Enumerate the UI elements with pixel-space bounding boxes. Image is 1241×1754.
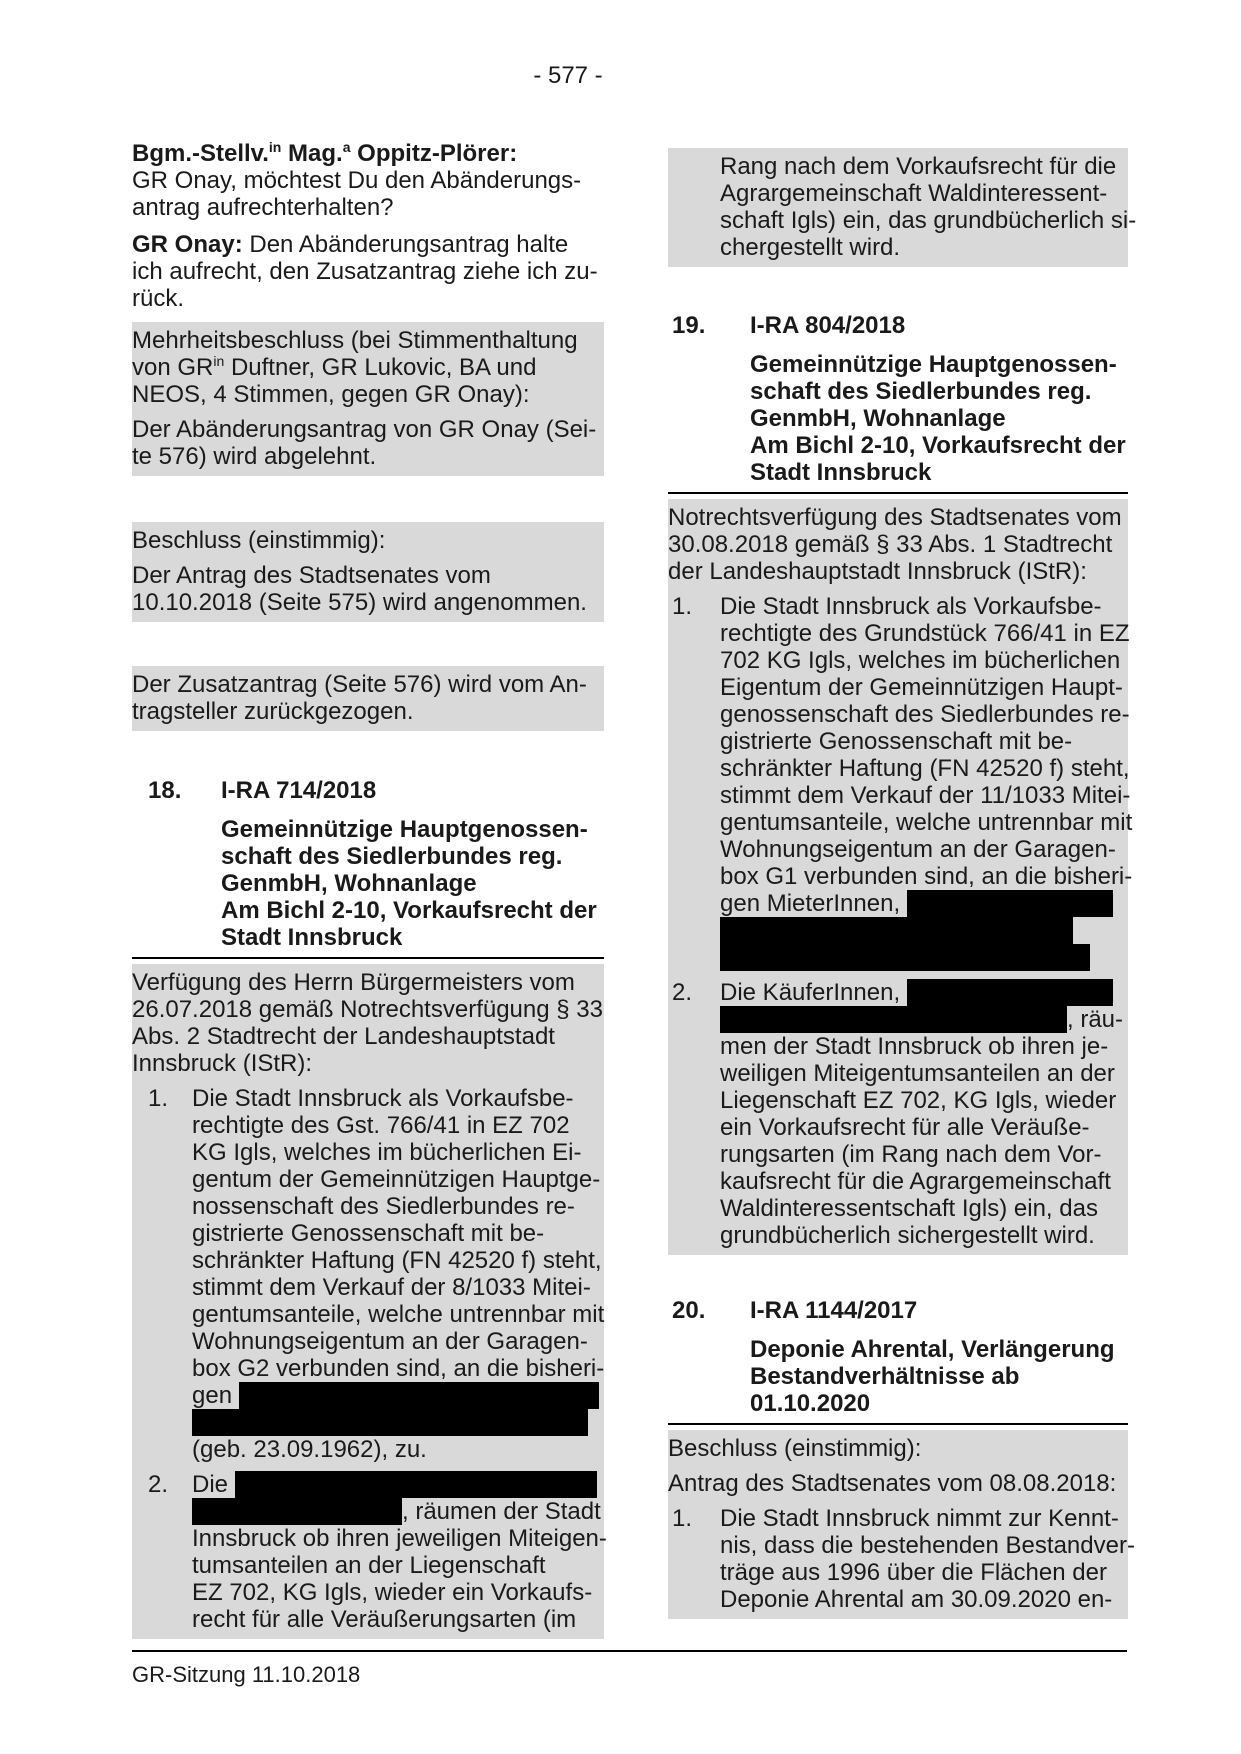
text-run: Antrag des Stadtsenates vom 08.08.2018: [668,1470,1117,1497]
text-line [132,416,604,443]
text-line [132,285,604,312]
item-number: 20. [672,1297,706,1324]
text-run: 26.07.2018 gemäß Notrechtsverfügung § 33 [132,996,603,1023]
text-run: Bgm.-Stellv. [132,140,269,167]
text-line [192,1274,604,1301]
item-number: 19. [672,312,706,339]
text-line [192,1471,604,1498]
paragraph [132,562,604,616]
text-line [132,443,604,470]
text-line: GenmbH, Wohnanlage [221,870,477,897]
text-line [720,1087,1128,1114]
text-line: Deponie Ahrental, Verlängerung [750,1336,1115,1363]
section-rule [668,1423,1128,1425]
footer-text: GR-Sitzung 11.10.2018 [132,1662,361,1687]
text-line [668,504,1128,531]
text-line: Stadt Innsbruck [750,459,932,486]
item-subject [132,816,604,951]
redaction-bar [235,1471,597,1498]
item-number: 1. [672,593,693,620]
text-run: NEOS, 4 Stimmen, gegen GR Onay): [132,381,530,408]
text-run: Oppitz-Plörer: [350,140,518,167]
text-run: schränkter Haftung (FN 42520 f) steht, [720,755,1130,782]
text-line [720,620,1128,647]
highlight-block [132,322,604,476]
text-line [132,194,604,221]
text-line [192,1247,604,1274]
text-run: weiligen Miteigentumsanteilen an der [720,1060,1115,1087]
text-run: rück. [132,285,185,312]
text-line [132,527,604,554]
text-line [192,1193,604,1220]
text-line [132,562,604,589]
text-line [132,1023,604,1050]
text-run: 30.08.2018 gemäß § 33 Abs. 1 Stadtrecht [668,531,1113,558]
text-line [132,231,604,258]
text-run: gen MieterInnen, [720,890,907,917]
text-line: 01.10.2020 [750,1390,871,1417]
item-number: 2. [148,1471,169,1498]
text-run: Mag. [281,140,343,167]
text-run: (geb. 23.09.1962), zu. [192,1436,427,1463]
text-run: rungsarten (im Rang nach dem Vor- [720,1141,1102,1168]
section-rule [668,492,1128,494]
text-run: box G2 verbunden sind, an die bisheri- [192,1355,605,1382]
text-line [192,1166,604,1193]
text-run: Innsbruck (IStR): [132,1050,313,1077]
paragraph [668,593,1133,971]
text-run: Eigentum der Gemeinnützigen Haupt- [720,674,1123,701]
text-line [192,1579,604,1606]
paragraph [132,671,604,725]
highlight-block [668,499,1133,1255]
section-rule [132,957,604,959]
text-line: GenmbH, Wohnanlage [750,405,1006,432]
text-line [720,1559,1128,1586]
text-line [720,674,1128,701]
text-run: Rang nach dem Vorkaufsrecht für die [720,153,1117,180]
text-run: box G1 verbunden sind, an die bisheri- [720,863,1133,890]
text-line [720,1505,1128,1532]
text-line [720,728,1128,755]
text-line [668,558,1128,585]
text-line [720,863,1133,890]
paragraph [132,327,604,408]
text-run: Deponie Ahrental am 30.09.2020 en- [720,1586,1113,1613]
text-run: recht für alle Veräußerungsarten (im [192,1606,577,1633]
text-line [720,593,1128,620]
text-line: schaft des Siedlerbundes reg. [750,378,1092,405]
text-run: Der Zusatzantrag (Seite 576) wird vom An- [132,671,587,698]
agenda-item-heading [132,777,604,804]
paragraph [668,153,1137,261]
item-number: 1. [148,1085,169,1112]
text-run: Wohnungseigentum an der Garagen- [192,1328,588,1355]
text-line: Gemeinnützige Hauptgenossen- [221,816,588,843]
text-line [132,327,604,354]
text-line: Am Bichl 2-10, Vorkaufsrecht der [750,432,1126,459]
agenda-item-heading [668,1297,1128,1324]
paragraph [132,1471,607,1633]
text-run: tragsteller zurückgezogen. [132,698,414,725]
text-line [668,1435,1128,1462]
redaction-bar [907,890,1113,917]
text-run: Die Stadt Innsbruck als Vorkaufsbe- [720,593,1102,620]
text-line [720,782,1131,809]
text-run: antrag aufrechterhalten? [132,194,394,221]
text-run: tumsanteilen an der Liegenschaft [192,1552,546,1579]
text-run: KG Igls, welches im bücherlichen Ei- [192,1139,582,1166]
text-run: rechtigte des Gst. 766/41 in EZ 702 [192,1112,570,1139]
item-subject [668,351,1128,486]
text-run: schaft Igls) ein, das grundbücherlich si- [720,207,1137,234]
text-line [132,140,604,167]
text-line [132,354,604,381]
paragraph [668,504,1128,585]
paragraph [132,969,604,1077]
text-run: gentum der Gemeinnützigen Hauptge- [192,1166,601,1193]
item-reference: I-RA 804/2018 [750,312,906,339]
text-run: Notrechtsverfügung des Stadtsenates vom [668,504,1122,531]
text-line [720,1168,1128,1195]
text-line [132,258,604,285]
text-line [720,1532,1135,1559]
paragraph [132,527,604,554]
text-line [720,755,1128,782]
text-line [720,153,1128,180]
column-right [668,140,1137,1619]
text-run: grundbücherlich sichergestellt wird. [720,1222,1095,1249]
text-run: GR Onay: [132,231,243,258]
paragraph [132,140,604,221]
text-line [720,809,1133,836]
text-line [720,647,1128,674]
redaction-bar [720,1006,1067,1033]
text-line [192,1112,604,1139]
text-run: ein Vorkaufsrecht für alle Veräuße- [720,1114,1090,1141]
text-line [668,1470,1128,1497]
text-run: Die KäuferInnen, [720,979,907,1006]
text-run: Der Antrag des Stadtsenates vom [132,562,491,589]
text-line [132,671,604,698]
text-line [668,531,1128,558]
text-line [132,969,604,996]
text-line: schaft des Siedlerbundes reg. [221,843,563,870]
text-run: Beschluss (einstimmig): [668,1435,922,1462]
text-line [720,917,1128,944]
paragraph [132,231,604,312]
text-run: der Landeshauptstadt Innsbruck (IStR): [668,558,1087,585]
text-line [720,1006,1128,1033]
text-line [132,698,604,725]
text-line [132,167,604,194]
text-line [192,1409,604,1436]
text-line [192,1436,604,1463]
text-run: Verfügung des Herrn Bürgermeisters vom [132,969,575,996]
item-reference: I-RA 714/2018 [221,777,377,804]
text-run: träge aus 1996 über die Flächen der [720,1559,1107,1586]
text-run: von GR [132,354,214,381]
text-line [192,1328,604,1355]
text-run: nis, dass die bestehenden Bestandver- [720,1532,1135,1559]
text-run: chergestellt wird. [720,234,901,261]
text-line [720,1114,1128,1141]
text-run: Wohnungseigentum an der Garagen- [720,836,1116,863]
text-run: gistrierte Genossenschaft mit be- [720,728,1073,755]
item-number: 18. [148,777,182,804]
text-run: gistrierte Genossenschaft mit be- [192,1220,545,1247]
highlight-block [132,666,604,731]
agenda-item-heading [668,312,1128,339]
text-run: , räumen der Stadt [402,1498,601,1525]
text-run: Duftner, GR Lukovic, BA und [224,354,537,381]
text-line [132,1050,604,1077]
text-line [192,1301,604,1328]
text-line [720,944,1128,971]
text-run: nossenschaft des Siedlerbundes re- [192,1193,575,1220]
text-line [720,1141,1128,1168]
text-run: Mehrheitsbeschluss (bei Stimmenthaltung [132,327,578,354]
text-run: EZ 702, KG Igls, wieder ein Vorkaufs- [192,1579,593,1606]
text-run: GR Onay, möchtest Du den Abänderungs- [132,167,582,194]
paragraph [132,416,604,470]
text-run: rechtigte des Grundstück 766/41 in EZ [720,620,1130,647]
paragraph [668,979,1128,1249]
text-line [720,180,1128,207]
text-line: Stadt Innsbruck [221,924,403,951]
text-line: Gemeinnützige Hauptgenossen- [750,351,1117,378]
highlight-block [668,1430,1135,1619]
text-run: 10.10.2018 (Seite 575) wird angenommen. [132,589,587,616]
text-run: Den Abänderungsantrag halte [242,231,569,258]
redaction-bar [192,1498,402,1525]
text-run: Agrargemeinschaft Waldinteressent- [720,180,1108,207]
superscript-text: in [213,353,225,369]
text-run: Die Stadt Innsbruck als Vorkaufsbe- [192,1085,574,1112]
paragraph [668,1470,1128,1497]
text-run: stimmt dem Verkauf der 11/1033 Mitei- [720,782,1131,809]
text-line [720,836,1128,863]
text-line: Bestandverhältnisse ab [750,1363,1020,1390]
text-run: Liegenschaft EZ 702, KG Igls, wieder [720,1087,1117,1114]
text-run: stimmt dem Verkauf der 8/1033 Mitei- [192,1274,591,1301]
text-line [720,1195,1128,1222]
column-left [132,139,607,1639]
text-run: kaufsrecht für die Agrargemeinschaft [720,1168,1111,1195]
text-line [132,381,604,408]
item-subject [668,1336,1128,1417]
text-run: Beschluss (einstimmig): [132,527,386,554]
text-line: Am Bichl 2-10, Vorkaufsrecht der [221,897,597,924]
highlight-block [132,522,604,622]
text-run: gen [192,1382,239,1409]
paragraph [668,1505,1135,1613]
text-line [192,1382,604,1409]
redaction-bar [720,917,1073,944]
text-line [720,1033,1128,1060]
item-number: 1. [672,1505,693,1532]
text-run: Die Stadt Innsbruck nimmt zur Kennt- [720,1505,1119,1532]
text-run: gentumsanteile, welche untrennbar mit [192,1301,605,1328]
text-line [720,701,1128,728]
text-line [720,1060,1128,1087]
text-run: te 576) wird abgelehnt. [132,443,377,470]
highlight-block [668,148,1137,267]
text-line [192,1355,604,1382]
text-line [720,234,1128,261]
text-line [192,1139,604,1166]
text-line [720,1222,1128,1249]
redaction-bar [907,979,1113,1006]
text-line [192,1525,607,1552]
page-number: - 577 - [533,62,603,89]
item-reference: I-RA 1144/2017 [750,1297,918,1324]
item-number: 2. [672,979,693,1006]
text-run: Abs. 2 Stadtrecht der Landeshauptstadt [132,1023,555,1050]
text-line [192,1498,604,1525]
text-run: genossenschaft des Siedlerbundes re- [720,701,1130,728]
superscript-text: a [342,139,351,155]
text-run: , räu- [1067,1006,1124,1033]
text-line [720,207,1137,234]
text-run: Der Abänderungsantrag von GR Onay (Sei- [132,416,597,443]
redaction-bar [192,1409,588,1436]
text-line [192,1220,604,1247]
text-run: men der Stadt Innsbruck ob ihren je- [720,1033,1109,1060]
text-run: 702 KG Igls, welches im bücherlichen [720,647,1121,674]
text-line [720,1586,1128,1613]
paragraph [668,1435,1128,1462]
text-run: Innsbruck ob ihren jeweiligen Miteigen- [192,1525,607,1552]
text-run: gentumsanteile, welche untrennbar mit [720,809,1133,836]
footer-rule [132,1650,1127,1652]
text-line [192,1552,604,1579]
text-line [720,979,1128,1006]
text-line [132,589,604,616]
text-run: schränkter Haftung (FN 42520 f) steht, [192,1247,602,1274]
text-line [132,996,604,1023]
text-run: Waldinteressentschaft Igls) ein, das [720,1195,1098,1222]
redaction-bar [239,1382,599,1409]
text-line [192,1085,604,1112]
text-run: ich aufrecht, den Zusatzantrag ziehe ich zu- [132,258,598,285]
text-line [192,1606,604,1633]
highlight-block [132,964,607,1639]
paragraph [132,1085,604,1463]
redaction-bar [720,944,1090,971]
text-line [720,890,1128,917]
text-run: Die [192,1471,235,1498]
superscript-text: in [268,139,282,155]
